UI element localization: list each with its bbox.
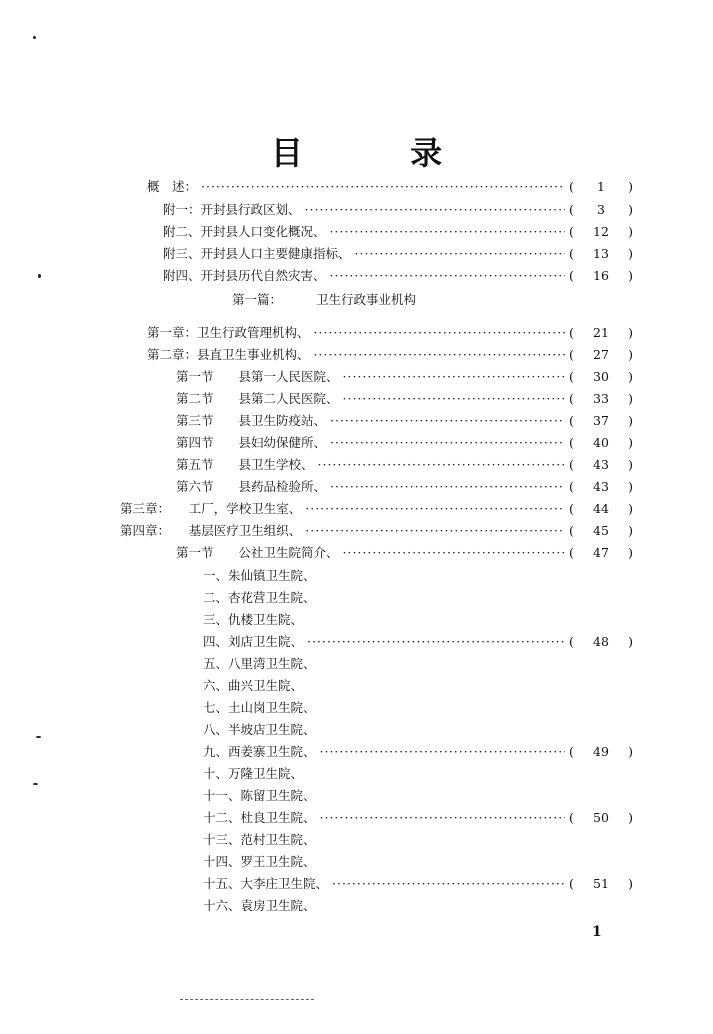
toc-entry-label: 六、曲兴卫生院、 (203, 678, 304, 693)
dot-leader (307, 631, 565, 653)
toc-entry-label: 十一、陈留卫生院、 (203, 788, 316, 803)
toc-entry-label: 第一节 公社卫生院简介、 (176, 545, 339, 560)
toc-entry-clinic[interactable] (203, 763, 303, 785)
toc-page-number: 27 (593, 347, 609, 362)
toc-page-number: 49 (593, 744, 609, 759)
toc-entry-label: 十三、范村卫生院、 (203, 832, 316, 847)
dot-leader (332, 873, 565, 895)
dot-leader (343, 366, 565, 388)
toc-page-number: 48 (593, 634, 609, 649)
toc-entry-clinic[interactable] (203, 719, 316, 741)
toc-entry-label: 八、半坡店卫生院、 (203, 722, 316, 737)
toc-entry-appendix-2[interactable] (163, 221, 633, 243)
toc-entry-section[interactable] (176, 432, 633, 454)
toc-entry-label: 三、仇楼卫生院、 (203, 612, 304, 627)
toc-entry-section[interactable] (176, 542, 633, 564)
dot-leader (318, 454, 565, 476)
scan-speck (33, 783, 38, 785)
toc-page-number: 16 (593, 268, 609, 283)
toc-entry-label: 附三、开封县人口主要健康指标、 (163, 246, 351, 261)
toc-entry-label: 第四章： 基层医疗卫生组织、 (120, 523, 302, 538)
toc-page-number: 1 (597, 179, 605, 194)
toc-entry-label: 第二章：县直卫生事业机构、 (147, 347, 310, 362)
toc-page-ref: ( 51 ) (569, 873, 633, 895)
toc-page-ref: ( 49 ) (569, 741, 633, 763)
dot-leader (343, 388, 565, 410)
toc-entry-label: 概 述： (147, 179, 198, 194)
scan-speck (38, 274, 41, 278)
toc-entry-label: 第一章：卫生行政管理机构、 (147, 325, 310, 340)
toc-entry-section[interactable] (176, 454, 633, 476)
part-heading (232, 290, 416, 308)
toc-page-number: 43 (593, 479, 609, 494)
toc-page-ref: ( 43 ) (569, 454, 633, 476)
toc-entry-chapter-2[interactable] (147, 344, 633, 366)
scan-speck (33, 36, 36, 39)
scan-speck (36, 736, 41, 738)
toc-entry-clinic[interactable] (203, 675, 303, 697)
toc-entry-clinic[interactable] (203, 807, 633, 829)
toc-entry-clinic[interactable] (203, 873, 633, 895)
toc-entry-clinic[interactable] (203, 587, 316, 609)
page-title: 目 录 (270, 134, 491, 172)
toc-page-ref: ( 3 ) (569, 199, 633, 221)
toc-page-ref: ( 16 ) (569, 265, 633, 287)
toc-page-number: 37 (593, 413, 609, 428)
toc-page-number: 50 (593, 810, 609, 825)
dot-leader (320, 741, 565, 763)
toc-page-number: 43 (593, 457, 609, 472)
toc-entry-clinic[interactable] (203, 785, 316, 807)
part-heading-name: 卫生行政事业机构 (316, 292, 417, 307)
dot-leader (355, 243, 565, 265)
toc-entry-label: 二、杏花营卫生院、 (203, 590, 316, 605)
toc-page-number: 30 (593, 369, 609, 384)
dot-leader (343, 542, 565, 564)
toc-page-number: 40 (593, 435, 609, 450)
toc-entry-label: 第五节 县卫生学校、 (176, 457, 314, 472)
toc-page-number: 12 (593, 224, 609, 239)
toc-entry-clinic[interactable] (203, 565, 316, 587)
toc-entry-chapter-3[interactable] (120, 498, 633, 520)
toc-entry-section[interactable] (176, 410, 633, 432)
dot-leader (314, 322, 565, 344)
toc-entry-label: 一、朱仙镇卫生院、 (203, 568, 316, 583)
toc-page-ref: ( 48 ) (569, 631, 633, 653)
toc-entry-clinic[interactable] (203, 851, 316, 873)
toc-entry-clinic[interactable] (203, 653, 316, 675)
toc-entry-label: 十二、杜良卫生院、 (203, 810, 316, 825)
toc-page-number: 44 (593, 501, 609, 516)
toc-page-number: 51 (593, 876, 609, 891)
dot-leader (305, 520, 565, 542)
dot-leader (305, 498, 565, 520)
toc-entry-label: 七、土山岗卫生院、 (203, 700, 316, 715)
table-of-contents (0, 176, 713, 916)
toc-page-number: 47 (593, 545, 609, 560)
scan-artifact-rule (180, 999, 314, 1001)
toc-entry-label: 附一：开封县行政区划、 (163, 202, 301, 217)
toc-page-number: 3 (597, 202, 605, 217)
toc-entry-label: 五、八里湾卫生院、 (203, 656, 316, 671)
toc-entry-label: 附二、开封县人口变化概况、 (163, 224, 326, 239)
toc-entry-clinic[interactable] (203, 741, 633, 763)
toc-entry-clinic[interactable] (203, 895, 316, 917)
toc-page-number: 33 (593, 391, 609, 406)
toc-page-ref: ( 21 ) (569, 322, 633, 344)
toc-page-ref: ( 33 ) (569, 388, 633, 410)
dot-leader (330, 432, 565, 454)
toc-entry-label: 十六、袁房卫生院、 (203, 898, 316, 913)
dot-leader (330, 221, 565, 243)
toc-page-number: 13 (593, 246, 609, 261)
toc-entry-chapter-1[interactable] (147, 322, 633, 344)
toc-page-ref: ( 30 ) (569, 366, 633, 388)
toc-entry-label: 十五、大李庄卫生院、 (203, 876, 329, 891)
toc-entry-appendix-1[interactable] (163, 199, 633, 221)
toc-entry-label: 第二节 县第二人民医院、 (176, 391, 339, 406)
toc-entry-clinic[interactable] (203, 697, 316, 719)
toc-entry-section[interactable] (176, 388, 633, 410)
toc-entry-label: 十、万隆卫生院、 (203, 766, 304, 781)
dot-leader (305, 199, 565, 221)
toc-page-ref: ( 1 ) (569, 176, 633, 198)
toc-page-ref: ( 12 ) (569, 221, 633, 243)
toc-entry-label: 第三节 县卫生防疫站、 (176, 413, 327, 428)
toc-page-ref: ( 47 ) (569, 542, 633, 564)
toc-entry-clinic[interactable] (203, 829, 316, 851)
toc-entry-label: 第六节 县药品检验所、 (176, 479, 327, 494)
toc-entry-overview[interactable] (147, 176, 633, 198)
toc-page-ref: ( 50 ) (569, 807, 633, 829)
toc-entry-label: 第一节 县第一人民医院、 (176, 369, 339, 384)
page-number: 1 (592, 924, 602, 940)
dot-leader (330, 265, 565, 287)
toc-entry-section[interactable] (176, 366, 633, 388)
dot-leader (330, 410, 565, 432)
part-heading-prefix: 第一篇： (232, 292, 283, 307)
toc-entry-label: 第三章： 工厂，学校卫生室、 (120, 501, 302, 516)
toc-entry-label: 第四节 县妇幼保健所、 (176, 435, 327, 450)
toc-page-ref: ( 44 ) (569, 498, 633, 520)
toc-page-number: 45 (593, 523, 609, 538)
toc-entry-clinic[interactable] (203, 609, 303, 631)
toc-page-ref: ( 45 ) (569, 520, 633, 542)
dot-leader (314, 344, 565, 366)
toc-entry-label: 十四、罗王卫生院、 (203, 854, 316, 869)
toc-entry-chapter-4[interactable] (120, 520, 633, 542)
toc-page-ref: ( 13 ) (569, 243, 633, 265)
toc-entry-label: 四、刘店卫生院、 (203, 634, 304, 649)
toc-entry-appendix-3[interactable] (163, 243, 633, 265)
toc-entry-appendix-4[interactable] (163, 265, 633, 287)
toc-entry-label: 附四、开封县历代自然灾害、 (163, 268, 326, 283)
dot-leader (330, 476, 565, 498)
toc-page-ref: ( 37 ) (569, 410, 633, 432)
toc-page-number: 21 (593, 325, 609, 340)
toc-page-ref: ( 43 ) (569, 476, 633, 498)
toc-entry-section[interactable] (176, 476, 633, 498)
toc-page-ref: ( 27 ) (569, 344, 633, 366)
toc-entry-clinic[interactable] (203, 631, 633, 653)
toc-page-ref: ( 40 ) (569, 432, 633, 454)
toc-entry-label: 九、西姜寨卫生院、 (203, 744, 316, 759)
dot-leader (201, 176, 565, 198)
dot-leader (320, 807, 565, 829)
